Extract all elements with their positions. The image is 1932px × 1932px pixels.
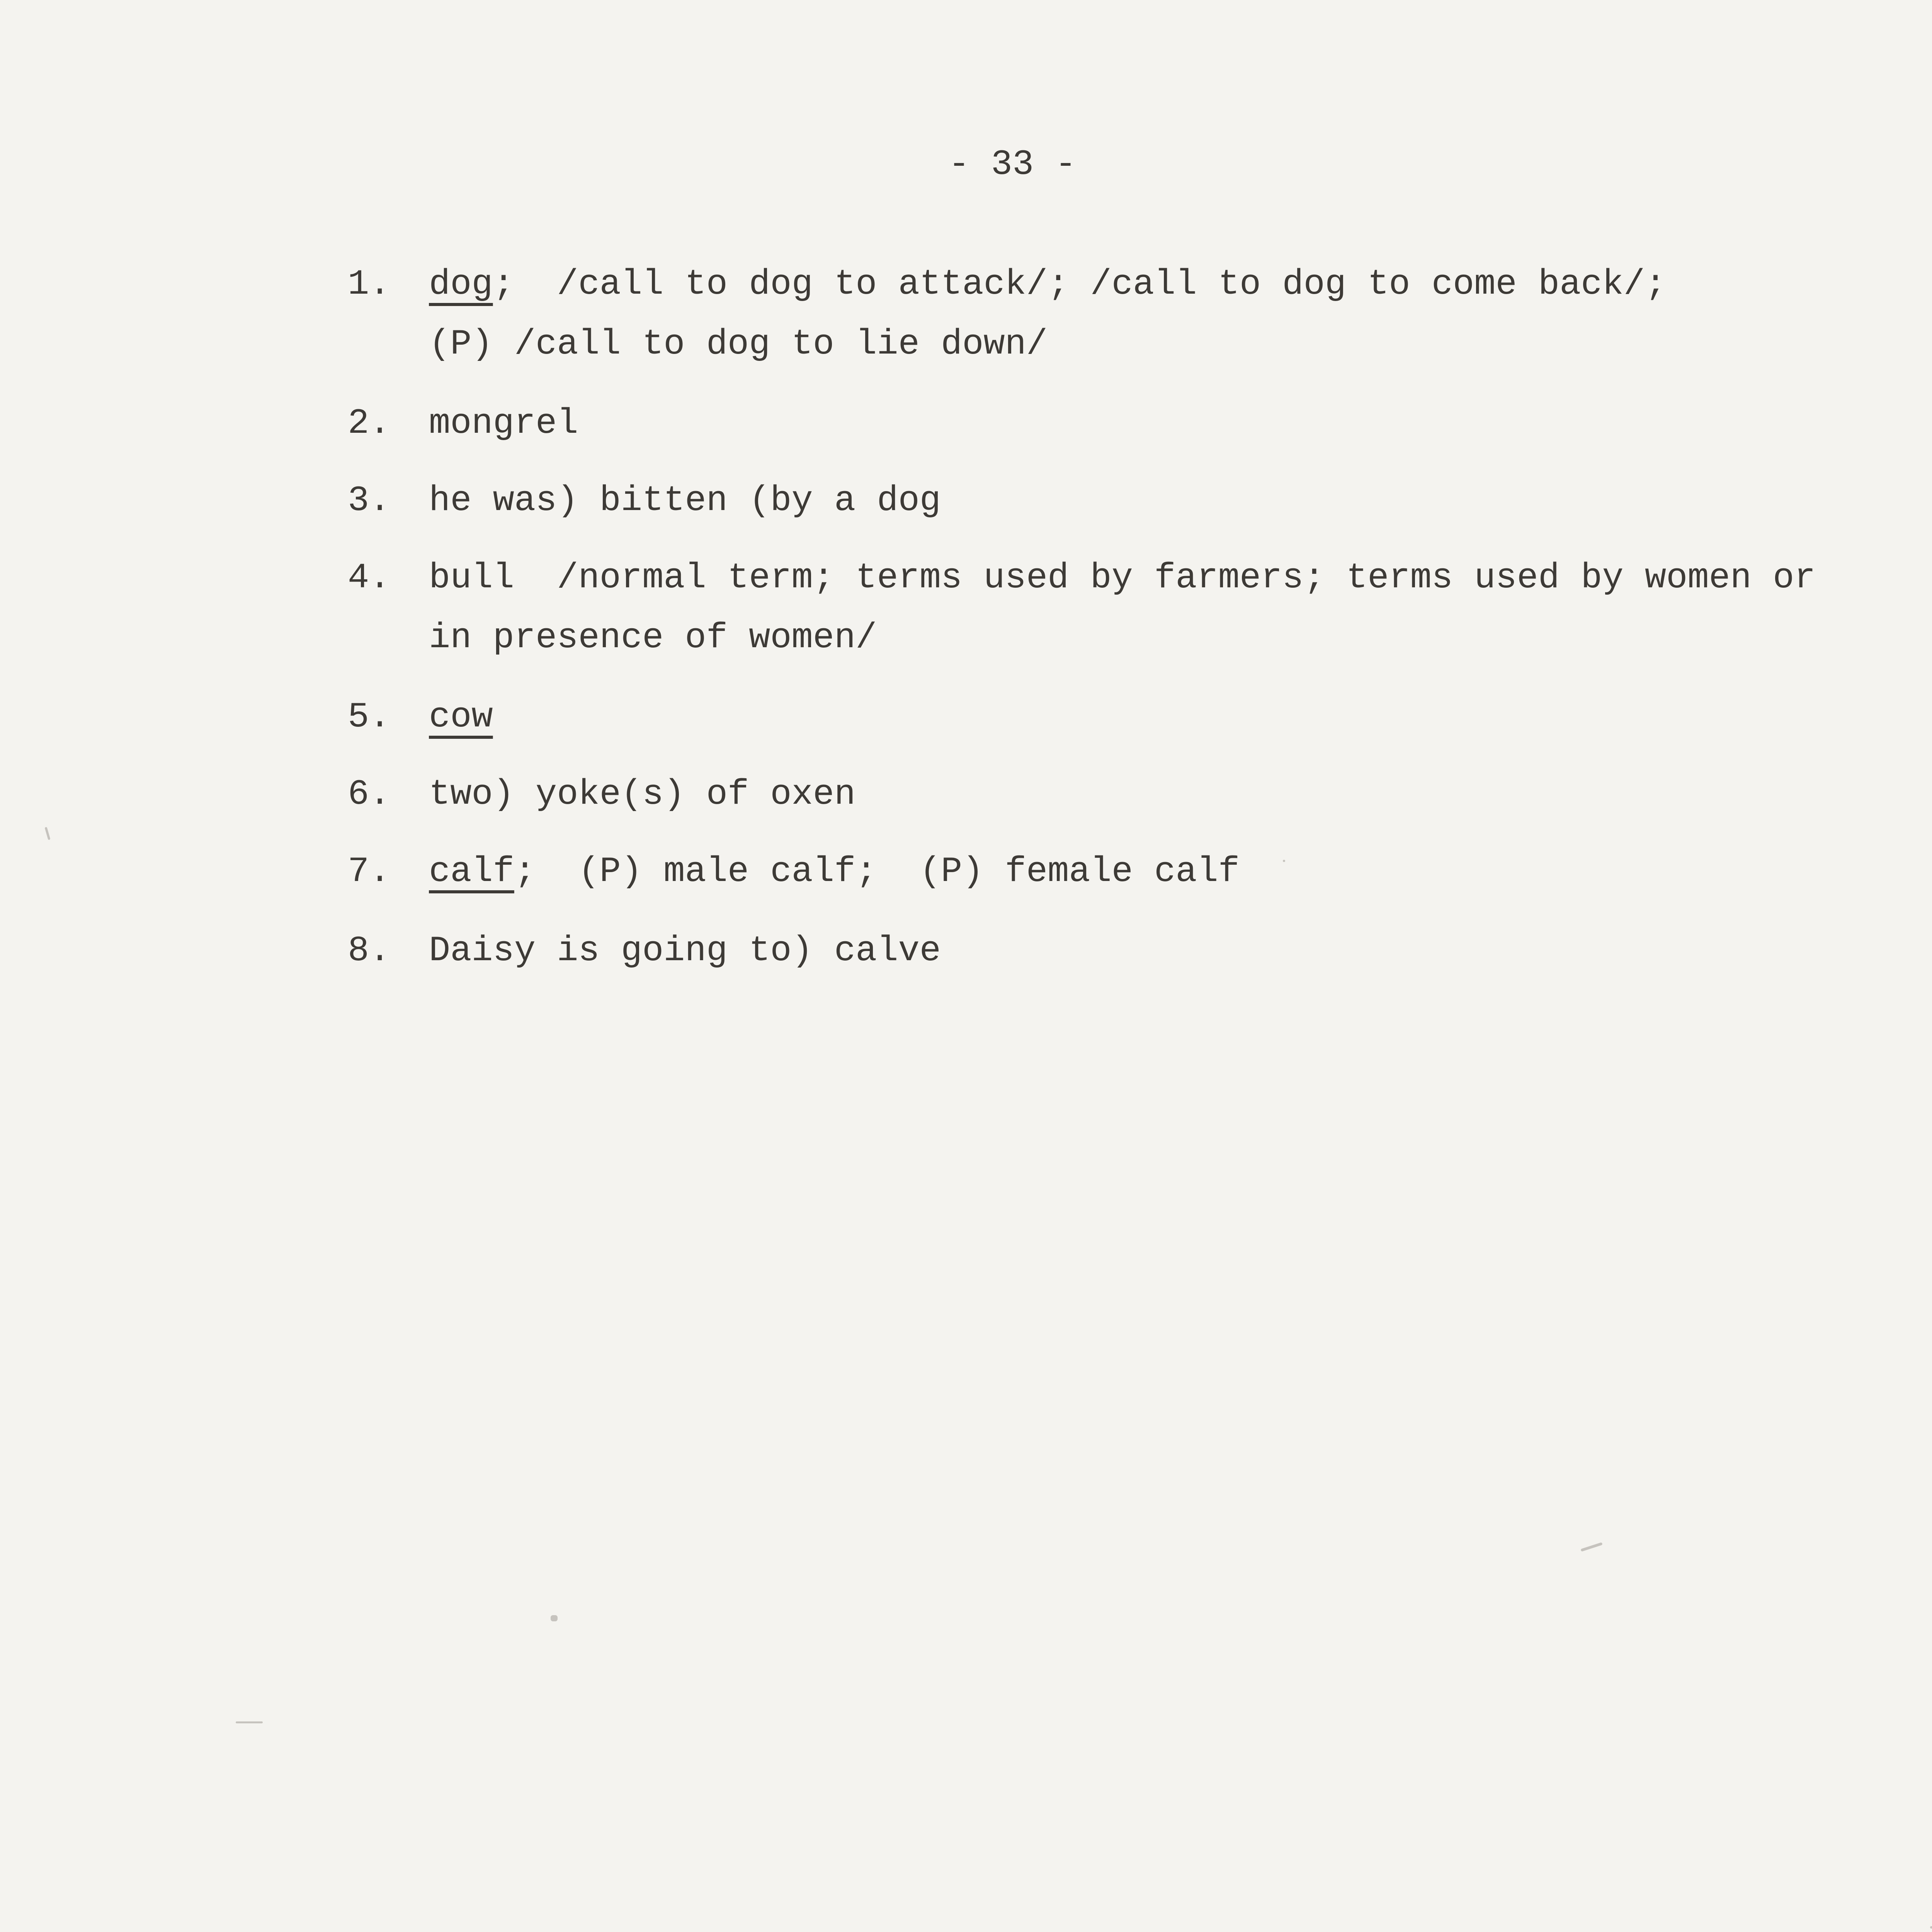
paper-speck xyxy=(1930,1926,1932,1929)
item-number: 8. xyxy=(348,930,391,971)
item-number: 5. xyxy=(348,697,391,737)
item-number: 1. xyxy=(348,264,391,304)
item-number: 6. xyxy=(348,774,391,815)
item-text-continuation: in presence of women/ xyxy=(429,617,877,658)
item-number: 7. xyxy=(348,851,391,892)
item-number: 3. xyxy=(348,480,391,521)
item-text-rest: ; (P) male calf; (P) female calf xyxy=(514,851,1240,892)
item-text-line xyxy=(429,851,1240,892)
item-text-line xyxy=(429,699,493,735)
underlined-keyword: calf xyxy=(429,851,514,892)
paper-speck xyxy=(1283,860,1285,862)
item-text-line xyxy=(429,264,1667,304)
item-text-continuation: (P) /call to dog to lie down/ xyxy=(429,324,1048,364)
page-number: - 33 - xyxy=(948,144,1077,185)
paper-speck xyxy=(1580,1542,1602,1552)
item-text: two) yoke(s) of oxen xyxy=(429,774,856,815)
item-text-line: bull /normal term; terms used by farmers; terms used by women or xyxy=(429,558,1816,598)
item-text: mongrel xyxy=(429,403,578,444)
underlined-keyword: cow xyxy=(429,697,493,737)
item-number: 2. xyxy=(348,403,391,444)
item-text-rest: ; /call to dog to attack/; /call to dog to come back/; xyxy=(493,264,1667,304)
item-number: 4. xyxy=(348,558,391,598)
paper-speck xyxy=(236,1721,263,1723)
paper-speck xyxy=(551,1615,558,1621)
underlined-keyword: dog xyxy=(429,264,493,304)
paper-speck xyxy=(44,827,50,840)
item-text: he was) bitten (by a dog xyxy=(429,480,941,521)
item-text: Daisy is going to) calve xyxy=(429,930,941,971)
